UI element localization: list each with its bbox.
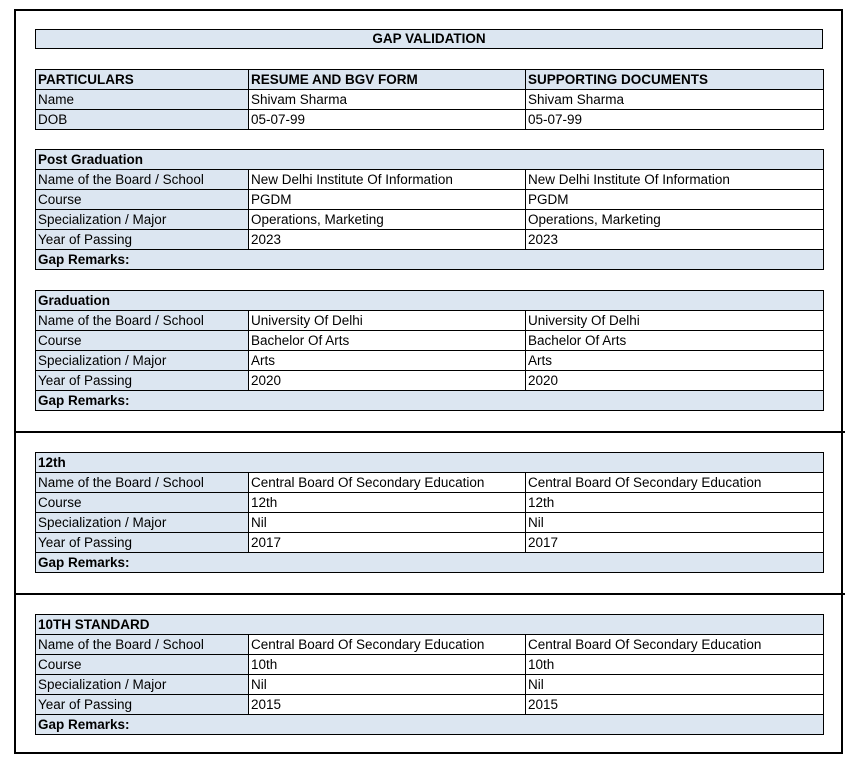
supporting-value: 2017	[526, 533, 824, 553]
row-label-name: Name	[36, 90, 249, 110]
resume-value: 12th	[249, 493, 526, 513]
supporting-value: Nil	[526, 675, 824, 695]
row-label-specialization: Specialization / Major	[36, 675, 249, 695]
row-label-board: Name of the Board / School	[36, 473, 249, 493]
row-label-specialization: Specialization / Major	[36, 351, 249, 371]
resume-value: PGDM	[249, 190, 526, 210]
section-post-graduation	[35, 149, 824, 270]
section-12th	[35, 452, 824, 573]
gap-remarks-row	[36, 391, 824, 411]
row-label-board: Name of the Board / School	[36, 170, 249, 190]
supporting-value: 2023	[526, 230, 824, 250]
resume-value: Nil	[249, 513, 526, 533]
row-label-specialization: Specialization / Major	[36, 210, 249, 230]
supporting-value: Arts	[526, 351, 824, 371]
table-row	[36, 170, 824, 190]
resume-value: Nil	[249, 675, 526, 695]
row-label-board: Name of the Board / School	[36, 311, 249, 331]
table-row	[36, 311, 824, 331]
gap-remarks-label: Gap Remarks:	[36, 391, 824, 411]
particulars-table	[35, 69, 824, 130]
table-row	[36, 210, 824, 230]
row-label-board: Name of the Board / School	[36, 635, 249, 655]
resume-value: Operations, Marketing	[249, 210, 526, 230]
table-row	[36, 331, 824, 351]
resume-value: 2020	[249, 371, 526, 391]
table-row	[36, 110, 824, 130]
row-label-year: Year of Passing	[36, 230, 249, 250]
table-row	[36, 90, 824, 110]
supporting-value: 2015	[526, 695, 824, 715]
resume-value: Central Board Of Secondary Education	[249, 473, 526, 493]
table-header-row	[36, 70, 824, 90]
table-row	[36, 473, 824, 493]
supporting-value: Central Board Of Secondary Education	[526, 635, 824, 655]
page-title: GAP VALIDATION	[35, 29, 823, 49]
row-label-year: Year of Passing	[36, 533, 249, 553]
table-row	[36, 351, 824, 371]
table-row	[36, 190, 824, 210]
row-label-specialization: Specialization / Major	[36, 513, 249, 533]
resume-value: Arts	[249, 351, 526, 371]
section-heading: Graduation	[36, 291, 824, 311]
section-10th-standard	[35, 614, 824, 735]
supporting-value: Bachelor Of Arts	[526, 331, 824, 351]
resume-value: 10th	[249, 655, 526, 675]
supporting-value: University Of Delhi	[526, 311, 824, 331]
gap-remarks-label: Gap Remarks:	[36, 715, 824, 735]
header-supporting-docs: SUPPORTING DOCUMENTS	[526, 70, 824, 90]
row-label-course: Course	[36, 655, 249, 675]
gap-remarks-row	[36, 250, 824, 270]
table-row	[36, 513, 824, 533]
supporting-value: PGDM	[526, 190, 824, 210]
section-heading-row	[36, 150, 824, 170]
header-particulars: PARTICULARS	[36, 70, 249, 90]
supporting-value: 12th	[526, 493, 824, 513]
row-label-course: Course	[36, 331, 249, 351]
resume-value: Bachelor Of Arts	[249, 331, 526, 351]
gap-remarks-label: Gap Remarks:	[36, 553, 824, 573]
resume-value: 05-07-99	[249, 110, 526, 130]
header-resume-bgv: RESUME AND BGV FORM	[249, 70, 526, 90]
supporting-value: Shivam Sharma	[526, 90, 824, 110]
gap-remarks-row	[36, 715, 824, 735]
resume-value: University Of Delhi	[249, 311, 526, 331]
row-label-course: Course	[36, 493, 249, 513]
table-row	[36, 635, 824, 655]
gap-remarks-label: Gap Remarks:	[36, 250, 824, 270]
section-heading-row	[36, 615, 824, 635]
section-heading: 10TH STANDARD	[36, 615, 824, 635]
supporting-value: 05-07-99	[526, 110, 824, 130]
resume-value: New Delhi Institute Of Information	[249, 170, 526, 190]
supporting-value: 2020	[526, 371, 824, 391]
resume-value: 2023	[249, 230, 526, 250]
table-row	[36, 371, 824, 391]
supporting-value: 10th	[526, 655, 824, 675]
table-row	[36, 695, 824, 715]
resume-value: Shivam Sharma	[249, 90, 526, 110]
table-row	[36, 493, 824, 513]
section-heading: 12th	[36, 453, 824, 473]
section-heading: Post Graduation	[36, 150, 824, 170]
row-label-dob: DOB	[36, 110, 249, 130]
supporting-value: Central Board Of Secondary Education	[526, 473, 824, 493]
row-label-year: Year of Passing	[36, 371, 249, 391]
page-divider	[14, 431, 845, 433]
table-row	[36, 675, 824, 695]
table-row	[36, 230, 824, 250]
supporting-value: Operations, Marketing	[526, 210, 824, 230]
page-divider	[14, 593, 845, 595]
table-row	[36, 655, 824, 675]
table-row	[36, 533, 824, 553]
section-graduation	[35, 290, 824, 411]
gap-remarks-row	[36, 553, 824, 573]
supporting-value: Nil	[526, 513, 824, 533]
row-label-course: Course	[36, 190, 249, 210]
resume-value: 2015	[249, 695, 526, 715]
section-heading-row	[36, 291, 824, 311]
resume-value: 2017	[249, 533, 526, 553]
resume-value: Central Board Of Secondary Education	[249, 635, 526, 655]
supporting-value: New Delhi Institute Of Information	[526, 170, 824, 190]
section-heading-row	[36, 453, 824, 473]
row-label-year: Year of Passing	[36, 695, 249, 715]
